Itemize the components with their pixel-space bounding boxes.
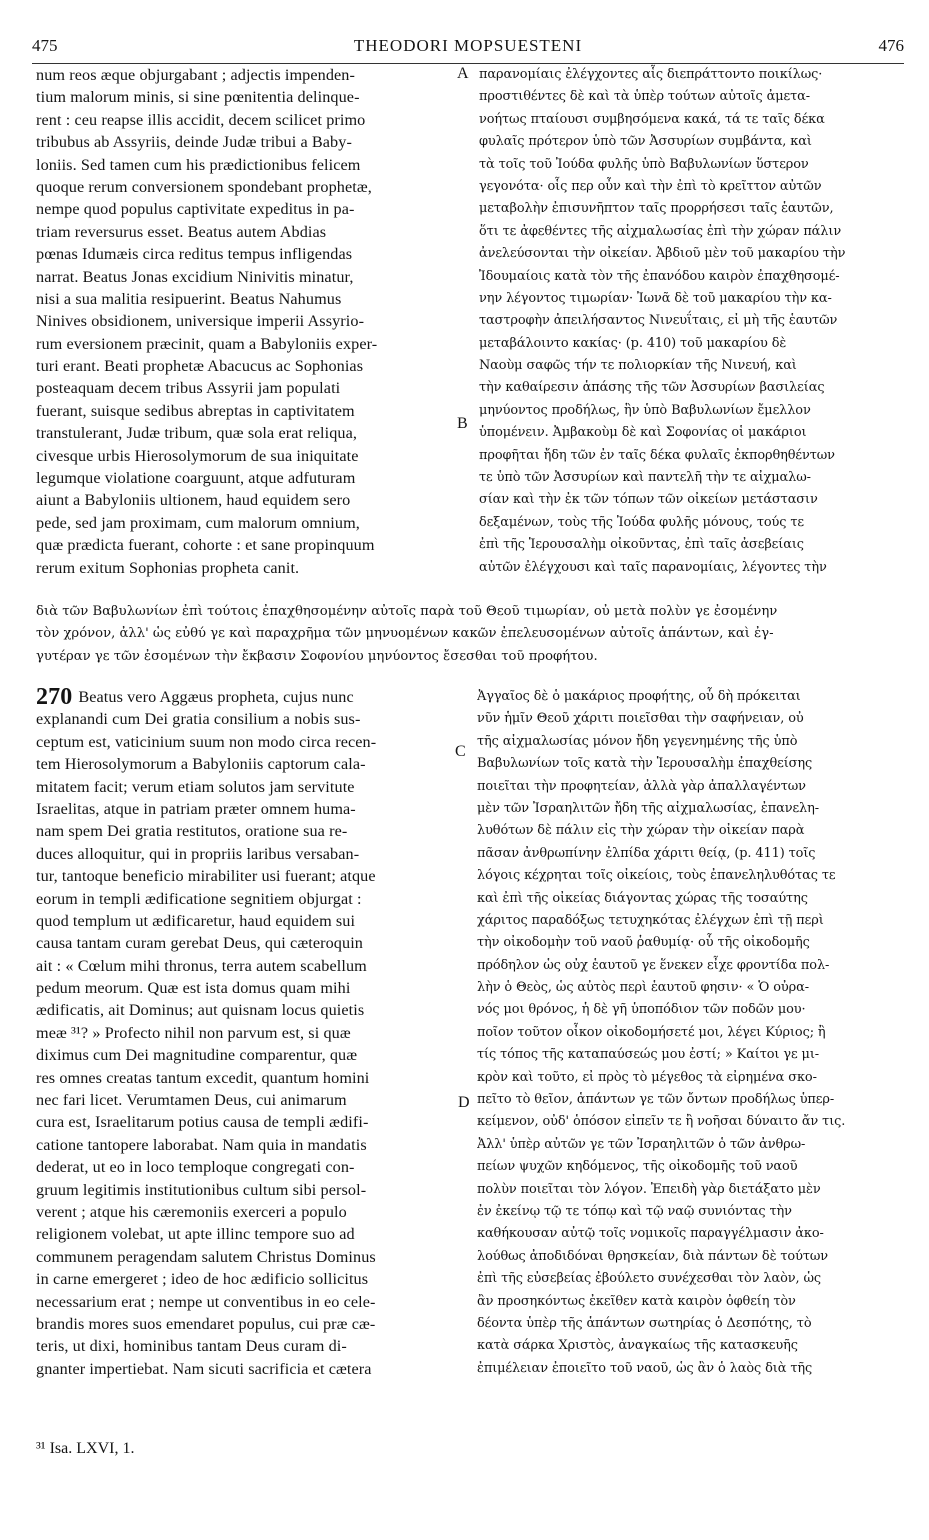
page-number-right: 476 (878, 36, 904, 55)
greek-line: λυθότων δὲ πάλιν εἰς τὴν χώραν τὴν οἰκείαν παρὰ (477, 823, 805, 839)
greek-column-bottom (477, 686, 845, 1380)
greek-line: Ἀγγαῖος δὲ ὁ μακάριος προφήτης, οὗ δὴ πρόκειται (477, 689, 801, 704)
latin-line: rent : ceu reapse illis accidit, decem scilicet primo (36, 110, 366, 129)
greek-line: κατὰ σάρκα Χριστὸς, ἀναγκαίως τῆς κατασκευῆς (477, 1338, 798, 1354)
latin-line: causa tantam curam gerebat Deus, qui cæteroquin (36, 934, 363, 953)
latin-line: tium malorum minis, si sine pœnitentia delinque- (36, 88, 360, 107)
greek-line: λούθως ἀποδιδόναι θρησκείαν, διὰ πάντων δὲ τούτων (477, 1248, 829, 1264)
greek-line: ταστροφὴν ἀπειλήσαντος Νινευΐταις, εἰ μὴ τῆς ἑαυτῶν (479, 313, 838, 329)
greek-line: τίς τόπος τῆς καταπαύσεώς μου ἐστί; » Καίτοι γε μι- (477, 1047, 820, 1063)
greek-line: ποῖον τοῦτον οἶκον οἰκοδομήσετέ μοι, λέγει Κύριος; ἢ (477, 1024, 826, 1040)
greek-line: κείμενον, οὐδ' ὁπόσον εἰπεῖν τε ἢ νοῆσαι δύναιτο ἄν τις. (477, 1114, 846, 1130)
latin-line: res omnes creatas tantum excedit, quantum homini (36, 1068, 370, 1087)
greek-line: μεταβάλοιντο κακίας· (p. 410) τοῦ μακαρίου δὲ (479, 335, 787, 351)
latin-line: gruum legitimis institutionibus cultum sibi persol- (36, 1180, 367, 1199)
margin-marker-c: C (455, 743, 466, 760)
latin-line: loniis. Sed tamen cum his prædictionibus felicem (36, 155, 361, 174)
latin-line: nam spem Dei gratia restitutos, oratione sua re- (36, 822, 348, 841)
latin-line: quoque rerum conversionem spondebant prophetæ, (36, 177, 372, 196)
greek-line: αὐτῶν ἐλέγχουσι καὶ ταῖς παρανομίαις, λέγοντες τὴν (479, 559, 827, 575)
greek-line: ἂν προσηκόντως ἐκεῖθεν κατὰ καιρὸν ὀφθείη τὸν (477, 1293, 796, 1309)
greek-line: κρὸν καὶ τοῦτο, εἰ πρὸς τὸ μέγεθος τὰ εἰρημένα σκο- (477, 1069, 817, 1085)
page-number-left: 475 (32, 36, 58, 55)
greek-line: φυλαῖς πρότερον ὑπὸ τῶν Ἀσσυρίων συμβάντα, καὶ (479, 134, 812, 150)
greek-line: λὴν ὁ Θεὸς, ὡς αὐτὸς περὶ ἑαυτοῦ φησιν· « Ὁ οὐρα- (477, 980, 809, 996)
latin-line: meæ ³¹? » Profecto nihil non parvum est, si quæ (36, 1023, 351, 1042)
greek-line: μηνύοντος προδήλως, ἣν ὑπὸ Βαβυλωνίων ἔμελλον (479, 402, 811, 418)
greek-line: Ναοὺμ σαφῶς τήν τε πολιορκίαν τῆς Νινευή, καὶ (479, 358, 797, 374)
latin-line: pedum meorum. Quæ est ista domus quam mihi (36, 979, 351, 998)
running-header (32, 36, 904, 60)
greek-line: νῦν ἡμῖν Θεοῦ χάριτι ποιεῖσθαι τὴν σαφήνειαν, οὐ (477, 711, 804, 727)
greek-line: ἐπιμέλειαν ἐποιεῖτο τοῦ ναοῦ, ὡς ἂν ὁ λαὸς διὰ τῆς (477, 1360, 813, 1376)
latin-line: rum eversionem præcinit, quam a Babyloniis exper- (36, 334, 378, 353)
greek-line: Ἀλλ' ὑπὲρ αὐτῶν γε τῶν Ἰσραηλιτῶν ὁ τῶν ἀνθρω- (477, 1136, 806, 1152)
greek-line: τὰ τοῖς τοῦ Ἰούδα φυλῆς ὑπὸ Βαβυλωνίων ὕστερον (479, 156, 809, 172)
greek-column-top (479, 64, 845, 579)
greek-line: ἀνελεύσονται τὴν οἰκείαν. Ἀβδιοῦ μὲν τοῦ μακαρίου τὴν (479, 246, 846, 262)
section-first-line (36, 686, 376, 708)
greek-line: γεγονότα· οἷς περ οὖν καὶ τὴν ἐπὶ τὸ κρεῖττον αὐτῶν (479, 178, 822, 194)
greek-line: λόγοις κέχρηται τοῖς οἰκείοις, τοὺς ἐπανεληλυθότας τε (477, 868, 836, 884)
latin-line: ait : « Cœlum mihi thronus, terra autem scabellum (36, 956, 367, 975)
latin-line: nempe quod populus captivitate expeditus in pa- (36, 200, 355, 219)
greek-line: Ἰδουμαίοις κατὰ τὸν τῆς ἐπανόδου καιρὸν ἐπαχθησομέ- (479, 268, 840, 284)
latin-line: civesque urbis Hierosolymorum de sua iniquitate (36, 446, 359, 465)
latin-line: posteaquam decem tribus Assyrii jam populati (36, 379, 341, 398)
greek-line: τὴν οἰκοδομὴν τοῦ ναοῦ ῥαθυμίᾳ· οὗ τῆς οἰκοδομῆς (477, 935, 810, 951)
latin-line: communem peragendam salutem Christus Dominus (36, 1247, 376, 1266)
greek-line: ἐπὶ τῆς Ἱερουσαλὴμ οἰκοῦντας, ἐπὶ ταῖς ἀσεβείαις (479, 537, 804, 553)
latin-line: religionem volebat, ut apte illinc tempore suo ad (36, 1225, 355, 1244)
latin-line: tem Hierosolymorum a Babyloniis captorum cala- (36, 755, 366, 774)
margin-marker-d: D (458, 1094, 470, 1111)
greek-line: ποιεῖται τὴν προφητείαν, ἀλλὰ γὰρ ἀπαλλαγέντων (477, 778, 806, 794)
latin-line: ædificatis, ait Dominus; aut quisnam locus quietis (36, 1001, 365, 1020)
greek-line: Βαβυλωνίων τοῖς κατὰ τὴν Ἱερουσαλὴμ ἐπαχθείσης (477, 756, 813, 772)
latin-line: diximus cum Dei magnitudine comparentur, quæ (36, 1046, 358, 1065)
greek-line: δέοντα ὑπὲρ τῆς ἁπάντων σωτηρίας ὁ Δεσπότης, τὸ (477, 1315, 812, 1331)
greek-line: τῆς αἰχμαλωσίας μόνον ἤδη γεγενημένης τῆς ὑπὸ (477, 733, 798, 749)
latin-line: teris, ut dixi, hominibus tantam Deus curam di- (36, 1337, 347, 1356)
latin-line: gnanter impertiebat. Nam sicuti sacrificia et cætera (36, 1359, 372, 1378)
latin-line: quod templum ut ædificaretur, haud equidem sui (36, 911, 356, 930)
latin-line: aiunt a Babyloniis ultionem, haud equidem sero (36, 491, 351, 510)
latin-line: narrat. Beatus Jonas excidium Ninivitis minatur, (36, 267, 354, 286)
latin-line: brandis mores suos emendaret populus, cui præ cæ- (36, 1314, 376, 1333)
latin-line: necessarium erat ; nempe ut conventibus in eo cele- (36, 1292, 376, 1311)
greek-full-line: τὸν χρόνον, ἀλλ' ὡς εὐθύ γε καὶ παραχρῆμα τῶν μηνυομένων κακῶν ἐπελευσομένων αὐτοῖς ἁπάντων, καὶ ἐγ- (36, 626, 774, 642)
latin-column-bottom (36, 686, 376, 1380)
greek-line: τε ὑπὸ τῶν Ἀσσυρίων καὶ παντελῆ τὴν τε αἰχμαλω- (479, 470, 811, 486)
latin-bottom-lines (36, 708, 376, 1380)
latin-line: legumque violatione coarguunt, atque adfuturam (36, 469, 356, 488)
latin-line: eorum in templi ædificatione segnitiem objurgat : (36, 889, 362, 908)
greek-line: πολὺν ποιεῖται τὸν λόγον. Ἐπειδὴ γὰρ διετάξατο μὲν (477, 1181, 821, 1197)
latin-line: nisi a sua malitia resipuerint. Beatus Nahumus (36, 289, 342, 308)
latin-line: pede, sed jam proximam, cum malorum omnium, (36, 513, 360, 532)
greek-line: ὑπομένειν. Ἀμβακοὺμ δὲ καὶ Σοφονίας οἱ μακάριοι (479, 425, 807, 441)
footnote: ³¹ Isa. LXVI, 1. (36, 1440, 135, 1457)
greek-full-line: γυτέραν γε τῶν ἐσομένων τὴν ἔκβασιν Σοφονίου μηνύοντος ἔσεσθαι τοῦ προφήτου. (36, 648, 598, 664)
greek-line: ἐν ἐκείνῳ τῷ τε τόπῳ καὶ τῷ ναῷ συνιόντας τὴν (477, 1203, 792, 1219)
latin-line: in carne emergeret ; ideo de hoc ædificio sollicitus (36, 1270, 369, 1289)
latin-line: cura est, Israelitarum potius causa de templi ædifi- (36, 1113, 369, 1132)
latin-line: num reos æque objurgabant ; adjectis impenden- (36, 66, 355, 84)
latin-line: fuerant, suisque sedibus abreptas in captivitatem (36, 401, 355, 420)
greek-line: ἐπὶ τῆς εὐσεβείας ἐβούλετο συνέχεσθαι τὸν λαὸν, ὡς (477, 1271, 821, 1287)
latin-line: explanandi cum Dei gratia consilium a nobis sus- (36, 710, 361, 729)
margin-marker-a: A (457, 65, 469, 82)
latin-line: ceptum est, vaticinium suum non modo circa recen- (36, 732, 377, 751)
latin-line: rerum exitum Sophonias propheta canit. (36, 558, 300, 577)
latin-line: turi erant. Beati prophetæ Abacucus ac Sophonias (36, 357, 364, 376)
latin-line: quæ prædicta fuerant, cohorte : et sane propinquum (36, 536, 375, 555)
greek-full-width (36, 601, 777, 668)
latin-line: nec fari licet. Verumtamen Deus, cui animarum (36, 1091, 347, 1110)
latin-line: mitatem facit; verum etiam solutos jam servitute (36, 777, 355, 796)
greek-line: νοήτως πταίουσι συμβησόμενα κακά, τά τε ταῖς δέκα (479, 111, 825, 127)
latin-line: Israelitas, atque in patriam præter omnem huma- (36, 799, 356, 818)
running-title: THEODORI MOPSUESTENI (353, 36, 583, 55)
margin-marker-b: B (457, 415, 468, 432)
greek-line: σίαν καὶ τὴν ἐκ τῶν τόπων τῶν οἰκείων μετάστασιν (479, 492, 818, 508)
latin-line: triam reversurus esset. Beatus autem Abdias (36, 222, 327, 241)
greek-line: καθήκουσαν αὐτῷ τοῖς νομικοῖς παραγγέλμασιν ἀκο- (477, 1226, 824, 1242)
greek-line: νός μοι θρόνος, ἡ δὲ γῆ ὑποπόδιον τῶν ποδῶν μου· (477, 1002, 806, 1018)
greek-line: πᾶσαν ἀνθρωπίνην ἐλπίδα χάριτι θείᾳ, (p. 411) τοῖς (477, 845, 816, 861)
latin-line: dederat, ut eo in loco temploque congregati con- (36, 1158, 355, 1177)
greek-line: μεταβολὴν ἐπισυνῆπτον ταῖς προρρήσεσι ταῖς ἑαυτῶν, (479, 201, 834, 217)
greek-full-line: διὰ τῶν Βαβυλωνίων ἐπὶ τούτοις ἐπαχθησομένην αὐτοῖς παρὰ τοῦ Θεοῦ τιμωρίαν, οὐ μετὰ πολὺν γε ἐσομένην (36, 604, 778, 619)
section-first-text: Beatus vero Aggæus propheta, cujus nunc (78, 688, 354, 706)
latin-column-top (36, 64, 377, 579)
greek-line: παρανομίαις ἐλέγχοντες αἷς διεπράττοντο ποικίλως· (479, 67, 823, 82)
greek-line: νην λέγοντος τιμωρίαν· Ἰωνᾶ δὲ τοῦ μακαρίου τὴν κα- (479, 290, 832, 306)
latin-line: tur, tantoque beneficio mirabiliter usi fuerant; atque (36, 867, 376, 886)
greek-line: προφῆται ἤδη τῶν ἐν ταῖς δέκα φυλαῖς ἐκπορθηθέντων (479, 447, 835, 463)
greek-line: ὅτι τε ἀφεθέντες τῆς αἰχμαλωσίας ἐπὶ τὴν χώραν πάλιν (479, 223, 842, 239)
latin-line: Ninives obsidionem, universique imperii Assyrio- (36, 312, 365, 331)
greek-line: χάριτος παραδόξως τετυχηκότας ἐλέγχων ἐπὶ τῇ περὶ (477, 912, 824, 928)
latin-line: pœnas Idumæis circa reditus tempus infligendas (36, 245, 353, 264)
latin-line: transtulerant, Judæ tribum, quæ sola erat reliqua, (36, 424, 358, 443)
section-number: 270 (36, 686, 73, 709)
greek-line: πεῖτο τὸ θεῖον, ἁπάντων γε τῶν ὄντων προδήλως ὑπερ- (477, 1092, 835, 1108)
greek-line: καὶ ἐπὶ τῆς οἰκείας διάγοντας χώρας τῆς τοσαύτης (477, 890, 808, 906)
greek-line: δεξαμένων, τοὺς τῆς Ἰούδα φυλῆς μόνους, τούς τε (479, 514, 804, 530)
latin-line: tribubus ab Assyriis, deinde Judæ tribui a Baby- (36, 133, 352, 152)
greek-line: προστιθέντες δὲ καὶ τὰ ὑπὲρ τούτων αὐτοῖς ἀμετα- (479, 89, 810, 105)
greek-line: πείων ψυχῶν κηδόμενος, τῆς οἰκοδομῆς τοῦ ναοῦ (477, 1159, 798, 1175)
latin-line: verent ; atque his cæremoniis exerceri a populo (36, 1202, 347, 1221)
greek-line: πρόδηλον ὡς οὐχ ἑαυτοῦ γε ἕνεκεν εἶχε φροντίδα πολ- (477, 957, 830, 973)
latin-line: duces alloquitur, qui in propriis laribus versaban- (36, 844, 360, 863)
greek-line: τὴν καθαίρεσιν ἁπάσης τῆς τῶν Ἀσσυρίων βασιλείας (479, 380, 825, 396)
greek-line: μὲν τῶν Ἰσραηλιτῶν ἤδη τῆς αἰχμαλωσίας, ἐπανελη- (477, 800, 819, 816)
latin-line: catione tantopere laborabat. Nam quia in mandatis (36, 1135, 367, 1154)
